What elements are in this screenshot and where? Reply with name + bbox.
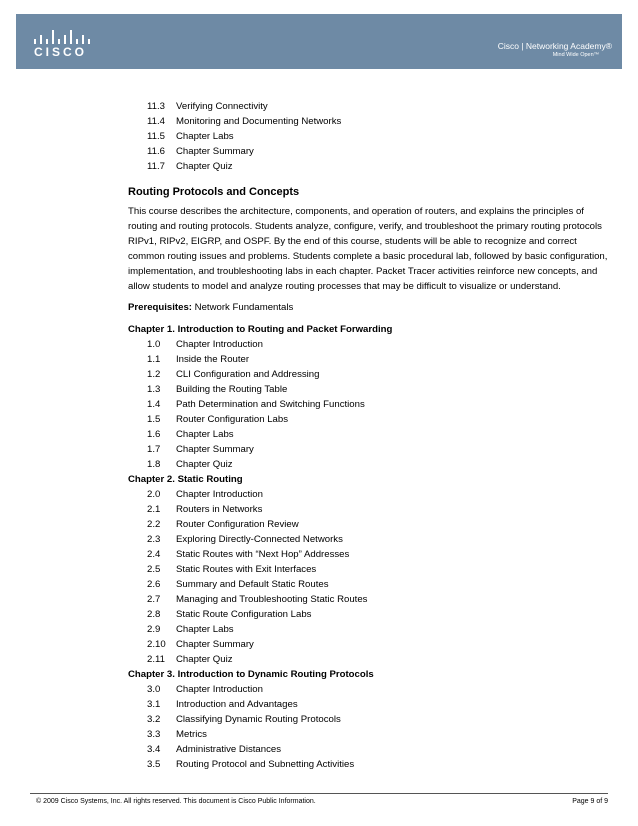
outline-item (147, 562, 316, 577)
item-title: Summary and Default Static Routes (176, 579, 329, 590)
header-banner (16, 14, 622, 69)
item-number: 1.3 (147, 384, 161, 395)
item-number: 1.4 (147, 399, 161, 410)
item-title: Administrative Distances (176, 744, 282, 755)
outline-item (147, 547, 349, 562)
outline-item (147, 99, 268, 114)
outline-item (147, 592, 367, 607)
outline-item (147, 532, 343, 547)
item-number: 2.6 (147, 579, 161, 590)
item-title: Introduction and Advantages (176, 699, 298, 710)
item-number: 2.8 (147, 609, 161, 620)
item-number: 3.3 (147, 729, 161, 740)
item-title: Building the Routing Table (176, 384, 288, 395)
item-number: 3.0 (147, 684, 161, 695)
item-number: 1.8 (147, 459, 161, 470)
item-number: 11.4 (147, 116, 165, 127)
outline-item (147, 382, 287, 397)
item-number: 2.5 (147, 564, 161, 575)
item-title: Static Routes with “Next Hop” Addresses (176, 549, 350, 560)
item-number: 3.4 (147, 744, 161, 755)
outline-item (147, 129, 234, 144)
chapter-heading: Chapter 3. Introduction to Dynamic Routing Protocols (128, 669, 374, 680)
outline-item (147, 352, 249, 367)
item-number: 11.7 (147, 161, 165, 172)
item-number: 2.10 (147, 639, 166, 650)
outline-item (147, 742, 281, 757)
item-number: 3.2 (147, 714, 161, 725)
item-number: 3.1 (147, 699, 161, 710)
outline-item (147, 442, 254, 457)
item-title: Chapter Introduction (176, 684, 263, 695)
item-title: Verifying Connectivity (176, 101, 268, 112)
section-description: This course describes the architecture, components, and operation of routers, and explains the principles of routing and routing protocols. Students analyze, configure, verify, and troubleshoot the primary routing protocols RIPv1, RIPv2, EIGRP, and OSPF. By the end of this course, students will be able to recognize and correct common routing issues and problems. Students complete a basic procedural lab, followed by basic configuration, implementation, and troubleshooting labs in each chapter. Packet Tracer activities reinforce new concepts, and allow students to model and analyze routing processes that may be difficult to visualize or understand. (128, 206, 608, 292)
item-title: Chapter Summary (176, 444, 254, 455)
item-title: Router Configuration Review (176, 519, 299, 530)
item-title: Classifying Dynamic Routing Protocols (176, 714, 341, 725)
item-title: Exploring Directly-Connected Networks (176, 534, 343, 545)
outline-item (147, 114, 341, 129)
outline-item (147, 682, 263, 697)
outline-item (147, 652, 233, 667)
item-number: 2.3 (147, 534, 161, 545)
outline-item (147, 622, 234, 637)
outline-item (147, 757, 354, 772)
footer-divider (30, 793, 608, 794)
item-title: Chapter Introduction (176, 339, 263, 350)
cisco-bridge-icon (30, 26, 94, 44)
item-title: Routing Protocol and Subnetting Activities (176, 759, 355, 770)
item-title: Static Routes with Exit Interfaces (176, 564, 317, 575)
item-number: 2.1 (147, 504, 161, 515)
outline-item (147, 697, 298, 712)
item-title: Inside the Router (176, 354, 250, 365)
item-number: 11.3 (147, 101, 165, 112)
outline-item (147, 517, 299, 532)
chapter-heading: Chapter 1. Introduction to Routing and Packet Forwarding (128, 324, 393, 335)
item-title: Chapter Introduction (176, 489, 263, 500)
academy-tagline: Mind Wide Open™ (552, 52, 600, 58)
prereq-value: Network Fundamentals (192, 302, 294, 313)
item-title: Chapter Labs (176, 131, 234, 142)
item-number: 2.4 (147, 549, 161, 560)
prerequisites (128, 300, 293, 315)
item-number: 1.6 (147, 429, 161, 440)
footer-page-number: Page 9 of 9 (572, 798, 608, 805)
item-title: Static Route Configuration Labs (176, 609, 312, 620)
item-number: 1.7 (147, 444, 161, 455)
item-number: 1.2 (147, 369, 161, 380)
item-number: 11.5 (147, 131, 165, 142)
item-number: 3.5 (147, 759, 161, 770)
item-number: 2.9 (147, 624, 161, 635)
item-title: Path Determination and Switching Functions (176, 399, 365, 410)
outline-item (147, 727, 207, 742)
outline-item (147, 607, 311, 622)
chapter-heading: Chapter 2. Static Routing (128, 474, 243, 485)
item-title: Chapter Quiz (176, 161, 233, 172)
item-number: 1.0 (147, 339, 161, 350)
outline-item (147, 457, 233, 472)
item-number: 11.6 (147, 146, 165, 157)
item-title: Routers in Networks (176, 504, 263, 515)
item-title: Chapter Quiz (176, 459, 233, 470)
item-title: Chapter Labs (176, 429, 234, 440)
outline-item (147, 144, 254, 159)
item-number: 1.5 (147, 414, 161, 425)
item-number: 2.7 (147, 594, 161, 605)
outline-item (147, 487, 263, 502)
item-title: Chapter Summary (176, 146, 254, 157)
outline-item (147, 412, 288, 427)
item-number: 2.11 (147, 654, 165, 665)
outline-item (147, 712, 341, 727)
item-number: 1.1 (147, 354, 161, 365)
item-title: Chapter Quiz (176, 654, 233, 665)
outline-item (147, 337, 263, 352)
outline-item (147, 159, 233, 174)
item-number: 2.0 (147, 489, 161, 500)
section-title: Routing Protocols and Concepts (128, 186, 300, 198)
outline-item (147, 577, 329, 592)
item-title: Chapter Labs (176, 624, 234, 635)
academy-branding (498, 41, 612, 58)
outline-item (147, 397, 365, 412)
item-title: Metrics (176, 729, 207, 740)
outline-item (147, 637, 254, 652)
item-number: 2.2 (147, 519, 161, 530)
outline-item (147, 367, 319, 382)
item-title: Monitoring and Documenting Networks (176, 116, 342, 127)
outline-item (147, 502, 262, 517)
cisco-logo (30, 26, 94, 60)
academy-name: Cisco | Networking Academy® (497, 41, 612, 51)
item-title: Chapter Summary (176, 639, 254, 650)
footer-copyright: © 2009 Cisco Systems, Inc. All rights reserved. This document is Cisco Public Information. (36, 798, 316, 805)
item-title: Managing and Troubleshooting Static Routes (176, 594, 368, 605)
item-title: Router Configuration Labs (176, 414, 288, 425)
outline-item (147, 427, 234, 442)
item-title: CLI Configuration and Addressing (176, 369, 320, 380)
prereq-label: Prerequisites: (128, 302, 192, 313)
cisco-logo-text: CISCO (34, 45, 88, 59)
